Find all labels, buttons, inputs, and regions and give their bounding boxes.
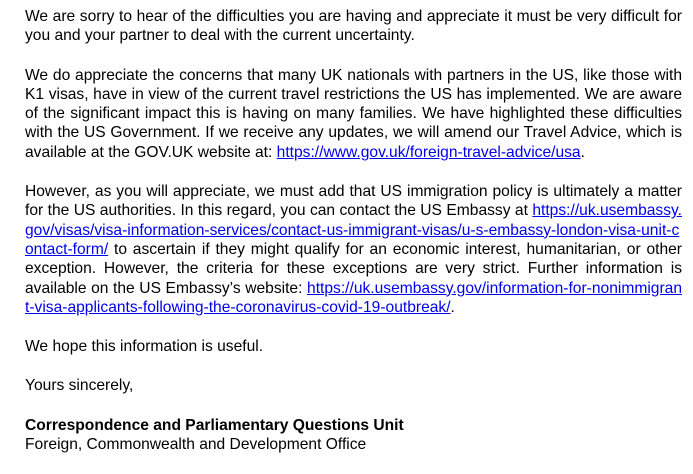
letter-body [25, 7, 682, 454]
closing-salutation: Yours sincerely, [25, 377, 134, 395]
immigration-period: . [450, 298, 455, 316]
paragraph-us-immigration [25, 182, 682, 317]
signature-office: Foreign, Commonwealth and Development Office [25, 436, 367, 454]
paragraph-travel-advice [25, 66, 682, 162]
embassy-contact-form-link[interactable]: https://uk.usembassy.gov/visas/visa-information-services/contact-us-immigrant-visas/u-s-embassy-london-visa-unit-contact-form/ [25, 202, 682, 258]
signature-unit: Correspondence and Parliamentary Questions Unit [25, 416, 404, 434]
paragraph-apology: We are sorry to hear of the difficulties you are having and appreciate it must be very difficult for you and your partner to deal with the current uncertainty. [25, 8, 682, 45]
travel-advice-text: We do appreciate the concerns that many UK nationals with partners in the US, like those with K1 visas, have in view of the current travel restrictions the US has implemented. We are aware of the significant impact this is having on many families. We have highlighted these difficulties with the US Government. If we receive any updates, we will amend our Travel Advice, which is available at the GOV.UK website at: [25, 66, 682, 161]
embassy-covid-info-link[interactable]: https://uk.usembassy.gov/information-for-nonimmigrant-visa-applicants-following-the-coronavirus-covid-19-outbreak/ [25, 279, 682, 316]
gov-uk-travel-advice-link[interactable]: https://www.gov.uk/foreign-travel-advice/usa [276, 143, 581, 161]
travel-advice-period: . [580, 143, 585, 161]
immigration-text-a: However, as you will appreciate, we must add that US immigration policy is ultimately a matter for the US authorities. In this regard, you can contact the US Embassy at [25, 183, 682, 220]
immigration-text-b: to ascertain if they might qualify for an economic interest, humanitarian, or other exception. However, the criteria for these exceptions are very strict. Further information is available on the US Embassy’s website: [25, 240, 682, 297]
paragraph-hope-useful: We hope this information is useful. [25, 338, 264, 356]
